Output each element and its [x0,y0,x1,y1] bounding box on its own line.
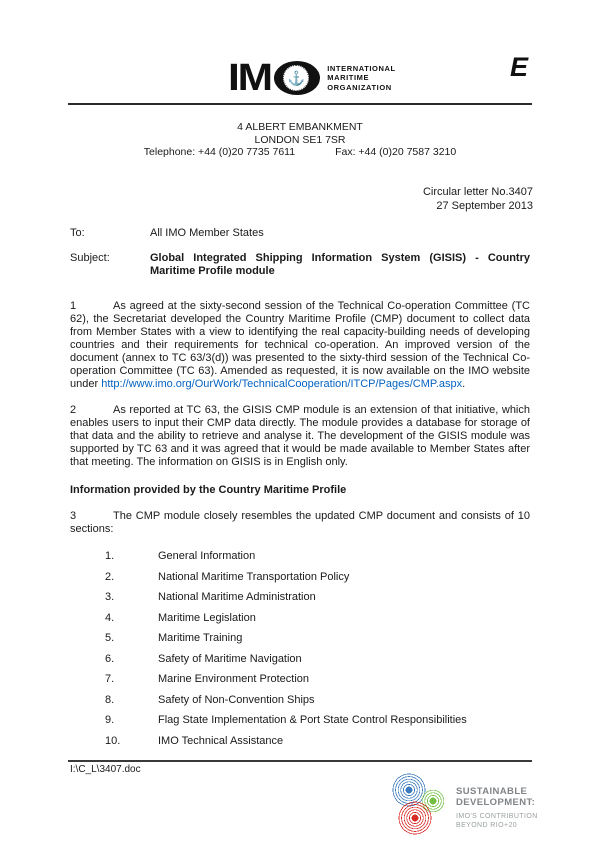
cmp-section-label: General Information [158,550,256,562]
imo-org-line: MARITIME [327,73,370,83]
subject-row [70,252,530,278]
subject-value: Global Integrated Shipping Information System (GISIS) - Country Maritime Profile module [150,252,530,277]
reference-block [423,186,533,213]
to-row [70,227,530,240]
cmp-section-label: Maritime Legislation [158,611,256,624]
cmp-section-number: 3. [105,591,115,603]
cmp-section-label: National Maritime Transportation Policy [158,570,350,583]
cmp-section-number: 5. [105,632,115,644]
cmp-section-number: 9. [105,714,115,726]
imo-wordmark: IM [228,57,271,99]
sd-title-line: DEVELOPMENT: [456,796,536,808]
circular-letter-date: 27 September 2013 [436,199,533,212]
cmp-section-item [70,735,530,748]
cmp-section-label: Safety of Maritime Navigation [158,652,302,665]
cmp-section-number: 1. [105,550,115,562]
address-line-2: LONDON SE1 7SR [254,133,346,146]
imo-org-line: INTERNATIONAL [327,63,396,73]
sd-subtitle-line: IMO'S CONTRIBUTION [456,813,538,820]
sd-logo-text [456,787,538,830]
imo-logo [228,57,396,99]
imo-org-line: ORGANIZATION [327,82,392,92]
sd-ripple-red-icon [397,800,433,836]
cmp-section-number: 8. [105,693,115,706]
cmp-section-label: IMO Technical Assistance [158,734,284,747]
cmp-webpage-link[interactable]: http://www.imo.org/OurWork/TechnicalCooperation/ITCP/Pages/CMP.aspx [101,378,463,390]
paragraph-1-text: As agreed at the sixty-second session of the Technical Co-operation Committee (TC 62), the Secretariat developed the Country Maritime Profile (CMP) document to collect data from Member States with a view to identifying the real capacity-building needs of developing countries and their requirements for technical co-operation. An improved version of the document (annex to TC 63/3(d)) was presented to the sixty-third session of the Technical Co-operation Committee (TC 63). Amended as requested, it is now available on the IMO website under [70,300,530,390]
section-heading: Information provided by the Country Maritime Profile [70,484,347,496]
paragraph-3 [70,510,530,536]
cmp-section-item [70,714,530,727]
cmp-section-number: 10. [105,734,121,747]
cmp-section-label: Maritime Training [158,632,243,644]
cmp-section-item [70,591,530,604]
cmp-section-item [70,612,530,625]
paragraph-1-period: . [462,378,466,390]
sd-title-line: SUSTAINABLE [456,786,528,797]
cmp-section-label: National Maritime Administration [158,591,316,603]
to-value: All IMO Member States [150,227,264,239]
paragraph-2 [70,404,530,469]
paragraph-1 [70,300,530,391]
circular-letter-number: Circular letter No.3407 [422,186,533,198]
cmp-section-number: 6. [105,652,115,665]
cmp-section-number: 2. [105,570,115,583]
paragraph-3-text: The CMP module closely resembles the updated CMP document and consists of 10 sections: [70,510,530,535]
document-file-path: I:\C_L\3407.doc [70,764,141,775]
footer-divider [68,760,532,762]
subject-label: Subject: [70,252,110,264]
paragraph-2-number: 2 [70,404,77,416]
anchor-icon: ⚓ [283,65,309,91]
imo-org-name [327,64,396,93]
paragraph-3-number: 3 [70,510,77,522]
fax-number: Fax: +44 (0)20 7587 3210 [335,146,457,158]
paragraph-2-text: As reported at TC 63, the GISIS CMP module is an extension of that initiative, which enables users to input their CMP data directly. The module provides a database for storage of that data and the ability to retrieve and analyse it. The development of the GISIS module was supported by TC 63 and it was agreed that it would be made available to Member States after that meeting. The information on GISIS is in English only. [70,404,530,468]
to-label: To: [70,227,85,239]
cmp-section-item [70,653,530,666]
address-block [70,121,530,159]
cmp-section-item [70,571,530,584]
address-line-1: 4 ALBERT EMBANKMENT [237,121,363,133]
telephone-number: Telephone: +44 (0)20 7735 7611 [143,146,296,158]
letter-body [70,227,530,755]
cmp-section-item [70,694,530,707]
imo-emblem-circle [274,61,320,95]
language-letter: E [509,52,528,82]
phone-fax-line [70,146,530,159]
cmp-section-label: Safety of Non-Convention Ships [158,693,315,706]
cmp-section-label: Marine Environment Protection [158,673,310,685]
cmp-section-label: Flag State Implementation & Port State Control Responsibilities [158,714,467,726]
cmp-section-item [70,632,530,645]
header-divider [68,103,532,105]
cmp-section-item [70,673,530,686]
cmp-section-number: 4. [105,611,115,624]
paragraph-1-number: 1 [70,300,77,312]
sd-subtitle-line: BEYOND RIO+20 [456,821,518,829]
cmp-section-number: 7. [105,673,115,685]
cmp-section-item [70,550,530,563]
